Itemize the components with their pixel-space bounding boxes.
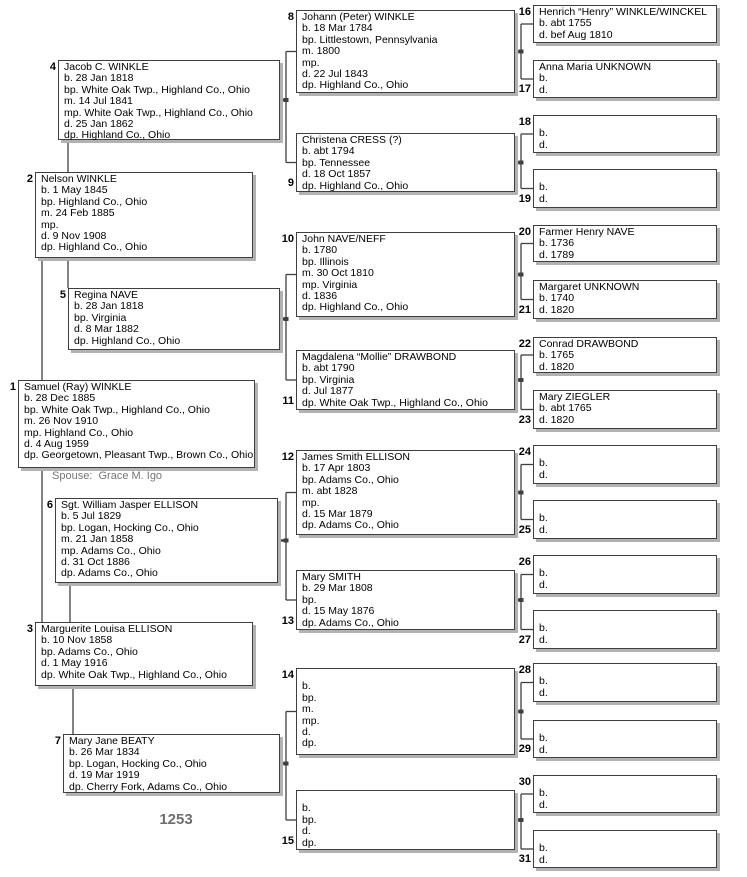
ahnentafel-number-10: 10 [281, 233, 294, 245]
person-detail-line: d. 19 Mar 1919 [69, 769, 140, 782]
person-detail-line: b. 1 May 1845 [41, 184, 108, 197]
person-name [302, 670, 512, 681]
ahnentafel-number-4: 4 [49, 61, 56, 73]
ahnentafel-number-22: 22 [518, 338, 531, 350]
person-detail-line: bp. White Oak Twp., Highland Co., Ohio [24, 403, 210, 416]
person-name: Magdalena “Mollie” DRAWBOND [302, 351, 457, 363]
person-detail-line: b. [539, 622, 548, 635]
person-detail-line: b. 17 Apr 1803 [302, 462, 371, 475]
person-detail-line: mp. Adams Co., Ohio [61, 544, 161, 557]
person-box-12 [281, 450, 515, 535]
person-detail-line: b. [539, 457, 548, 470]
person-box-17 [518, 60, 717, 98]
person-detail-line: b. 1740 [539, 292, 575, 305]
person-name: Jacob C. WINKLE [64, 61, 149, 73]
ahnentafel-number-2: 2 [26, 173, 33, 185]
person-box-27 [518, 610, 717, 649]
person-detail-line: mp. Highland Co., Ohio [24, 426, 134, 439]
person-name [302, 792, 512, 803]
person-box-6 [46, 498, 278, 583]
person-detail-line: d. 1789 [539, 248, 575, 261]
person-detail-line: bp. [302, 593, 317, 606]
person-name [539, 557, 714, 568]
person-detail-line: bp. Virginia [302, 373, 355, 386]
person-box-28 [518, 663, 717, 702]
person-detail-line: d. 1820 [539, 360, 575, 373]
ahnentafel-number-5: 5 [59, 289, 66, 301]
ahnentafel-number-29: 29 [518, 742, 531, 755]
person-detail-line: b. abt 1755 [539, 17, 592, 30]
ahnentafel-number-8: 8 [287, 11, 294, 23]
person-detail-line: b. [539, 72, 548, 85]
person-box-15 [281, 790, 515, 850]
person-detail-line: bp. White Oak Twp., Highland Co., Ohio [64, 83, 250, 96]
person-detail-line: b. 28 Dec 1885 [24, 392, 96, 405]
ahnentafel-number-23: 23 [518, 413, 531, 426]
ahnentafel-number-13: 13 [281, 614, 294, 627]
person-detail-line: d. [539, 468, 548, 481]
person-detail-line: d. 22 Jul 1843 [302, 68, 368, 81]
ahnentafel-number-26: 26 [518, 556, 531, 568]
person-name: Nelson WINKLE [41, 173, 117, 185]
person-detail-line: m. 21 Jan 1858 [61, 533, 134, 546]
ahnentafel-number-28: 28 [518, 664, 531, 676]
person-detail-line: bp. Adams Co., Ohio [302, 473, 399, 486]
ahnentafel-number-17: 17 [518, 82, 531, 95]
person-name: Mary ZIEGLER [539, 391, 611, 403]
person-detail-line: dp. Highland Co., Ohio [41, 241, 148, 254]
person-detail-line: bp. Illinois [302, 255, 349, 268]
person-detail-line: bp. Logan, Hocking Co., Ohio [69, 757, 207, 770]
person-detail-line: bp. [302, 813, 317, 826]
person-detail-line: b. [539, 181, 548, 194]
person-detail-line: b. 26 Mar 1834 [69, 746, 140, 759]
person-box-23 [518, 390, 717, 429]
ahnentafel-number-16: 16 [518, 6, 531, 18]
person-name: Regina NAVE [74, 289, 139, 301]
person-detail-line: d. [539, 192, 548, 205]
person-detail-line: m. 1800 [302, 45, 340, 58]
person-detail-line: d. 15 Mar 1879 [302, 508, 373, 521]
spouse-note: Spouse: Grace M. Igo [52, 470, 163, 482]
person-box-19 [518, 169, 717, 208]
person-detail-line: d. [539, 138, 548, 151]
ahnentafel-number-21: 21 [518, 303, 531, 316]
person-detail-line: dp. Cherry Fork, Adams Co., Ohio [69, 780, 228, 793]
person-detail-line: b. 5 Jul 1829 [61, 510, 122, 523]
person-box-10 [281, 232, 515, 317]
person-name: Sgt. William Jasper ELLISON [61, 499, 199, 511]
ahnentafel-number-6: 6 [46, 499, 53, 511]
person-detail-line: mp. Virginia [302, 278, 358, 291]
ahnentafel-number-18: 18 [518, 116, 531, 128]
person-detail-line: b. [539, 512, 548, 525]
person-detail-line: bp. Adams Co., Ohio [41, 645, 138, 658]
person-box-18 [518, 115, 717, 153]
person-name [539, 171, 714, 182]
person-detail-line: b. 28 Jan 1818 [74, 300, 144, 313]
person-detail-line: d. 1820 [539, 413, 575, 426]
person-box-22 [518, 337, 717, 373]
person-detail-line: bp. Highland Co., Ohio [41, 195, 148, 208]
person-box-11 [282, 350, 515, 410]
person-box-30 [518, 775, 717, 813]
person-name: Mary Jane BEATY [69, 735, 155, 747]
person-name: Marguerite Louisa ELLISON [41, 623, 173, 635]
ahnentafel-number-27: 27 [518, 633, 531, 646]
person-detail-line: b. [302, 802, 311, 815]
person-detail-line: m. 26 Nov 1910 [24, 415, 99, 428]
ahnentafel-number-12: 12 [281, 451, 294, 463]
person-detail-line: d. 15 May 1876 [302, 605, 375, 618]
person-detail-line: m. 24 Feb 1885 [41, 207, 115, 220]
person-detail-line: b. [539, 567, 548, 580]
person-detail-line: m. abt 1828 [302, 485, 358, 498]
person-name [539, 447, 714, 458]
ahnentafel-number-19: 19 [518, 192, 531, 205]
person-detail-line: dp. White Oak Twp., Highland Co., Ohio [302, 396, 488, 409]
person-detail-line: dp. Highland Co., Ohio [302, 301, 409, 314]
person-detail-line: dp. [302, 836, 317, 849]
person-detail-line: b. 18 Mar 1784 [302, 22, 373, 35]
person-detail-line: bp. [302, 691, 317, 704]
person-box-2 [26, 172, 253, 258]
person-detail-line: b. 10 Nov 1858 [41, 634, 113, 647]
person-detail-line: dp. Highland Co., Ohio [302, 79, 409, 92]
person-detail-line: d. [302, 726, 311, 739]
ahnentafel-number-3: 3 [26, 623, 33, 635]
person-name [539, 117, 714, 128]
person-detail-line: d. [302, 825, 311, 838]
person-detail-line: b. abt 1765 [539, 402, 592, 415]
person-detail-line: d. 1820 [539, 303, 575, 316]
person-name: John NAVE/NEFF [302, 233, 386, 245]
person-box-16 [518, 5, 717, 43]
person-detail-line: dp. Georgetown, Pleasant Twp., Brown Co., Ohio [24, 449, 254, 462]
ahnentafel-number-9: 9 [287, 176, 294, 189]
person-detail-line: bp. Littlestown, Pennsylvania [302, 33, 438, 46]
person-name: Mary SMITH [302, 571, 361, 583]
person-detail-line: d. 9 Nov 1908 [41, 230, 107, 243]
person-detail-line: d. [539, 578, 548, 591]
person-detail-line: d. [539, 523, 548, 536]
person-box-4 [49, 60, 280, 142]
person-box-26 [518, 555, 717, 594]
person-detail-line: b. 1765 [539, 349, 575, 362]
person-detail-line: b. abt 1794 [302, 145, 355, 158]
person-detail-line: d. 1836 [302, 290, 338, 303]
person-detail-line: d. 25 Jan 1862 [64, 118, 134, 131]
person-detail-line: mp. White Oak Twp., Highland Co., Ohio [64, 106, 253, 119]
person-detail-line: bp. Virginia [74, 311, 127, 324]
person-detail-line: mp. [41, 218, 59, 231]
person-detail-line: d. [539, 633, 548, 646]
ahnentafel-number-7: 7 [54, 735, 61, 747]
person-detail-line: d. 18 Oct 1857 [302, 168, 371, 181]
person-detail-line: dp. Adams Co., Ohio [302, 616, 399, 629]
person-box-21 [518, 280, 717, 319]
ahnentafel-number-11: 11 [282, 394, 294, 407]
person-name [539, 832, 714, 843]
person-detail-line: dp. Adams Co., Ohio [61, 567, 158, 580]
person-detail-line: mp. [302, 714, 320, 727]
person-name: Anna Maria UNKNOWN [539, 61, 652, 73]
person-detail-line: d. 4 Aug 1959 [24, 438, 89, 451]
person-box-29 [518, 720, 717, 758]
person-detail-line: b. [539, 675, 548, 688]
person-detail-line: b. [539, 127, 548, 140]
person-box-5 [59, 288, 280, 350]
person-detail-line: b. [302, 680, 311, 693]
person-detail-line: dp. Highland Co., Ohio [74, 334, 181, 347]
person-detail-line: d. 8 Mar 1882 [74, 323, 139, 336]
person-box-7 [54, 734, 280, 793]
page-number: 1253 [159, 811, 193, 828]
person-name [539, 612, 714, 623]
person-detail-line: mp. [302, 56, 320, 69]
person-detail-line: dp. Adams Co., Ohio [302, 519, 399, 532]
person-detail-line: mp. [302, 496, 320, 509]
ahnentafel-number-15: 15 [281, 834, 294, 847]
person-name [539, 722, 714, 733]
person-detail-line: d. bef Aug 1810 [539, 28, 613, 41]
person-detail-line: b. 28 Jan 1818 [64, 72, 134, 85]
person-box-8 [287, 10, 515, 93]
person-detail-line: m. [302, 703, 314, 716]
person-name: Johann (Peter) WINKLE [302, 11, 415, 23]
person-detail-line: d. [539, 853, 548, 866]
person-box-3 [26, 622, 253, 686]
ahnentafel-number-14: 14 [281, 669, 294, 681]
person-detail-line: dp. Highland Co., Ohio [302, 179, 409, 192]
person-box-20 [518, 225, 717, 262]
person-name: Conrad DRAWBOND [539, 338, 639, 350]
person-detail-line: b. [539, 732, 548, 745]
person-name: Margaret UNKNOWN [539, 281, 640, 293]
ahnentafel-number-20: 20 [518, 226, 531, 238]
person-detail-line: d. [539, 798, 548, 811]
person-name: James Smith ELLISON [302, 451, 410, 463]
person-name: Farmer Henry NAVE [539, 226, 635, 238]
ahnentafel-number-1: 1 [9, 381, 16, 393]
ahnentafel-number-30: 30 [518, 776, 531, 788]
ahnentafel-number-24: 24 [518, 446, 531, 458]
ahnentafel-number-31: 31 [518, 852, 531, 865]
person-box-14 [281, 668, 515, 755]
person-detail-line: d. Jul 1877 [302, 385, 354, 398]
person-detail-line: d. [539, 83, 548, 96]
person-detail-line: dp. [302, 737, 317, 750]
person-name: Henrich “Henry” WINKLE/WINCKEL [539, 6, 708, 18]
person-detail-line: dp. White Oak Twp., Highland Co., Ohio [41, 668, 227, 681]
person-box-25 [518, 500, 717, 539]
person-detail-line: b. 29 Mar 1808 [302, 582, 373, 595]
person-box-1 [9, 380, 255, 468]
person-box-24 [518, 445, 717, 484]
person-detail-line: d. 31 Oct 1886 [61, 556, 130, 569]
person-name: Christena CRESS (?) [302, 134, 402, 146]
person-detail-line: bp. Tennessee [302, 156, 371, 169]
person-detail-line: b. abt 1790 [302, 362, 355, 375]
ahnentafel-number-25: 25 [518, 523, 531, 536]
person-detail-line: b. 1780 [302, 244, 338, 257]
person-detail-line: bp. Logan, Hocking Co., Ohio [61, 521, 199, 534]
person-detail-line: b. 1736 [539, 237, 575, 250]
person-detail-line: m. 30 Oct 1810 [302, 267, 374, 280]
person-detail-line: m. 14 Jul 1841 [64, 95, 133, 108]
person-detail-line: d. [539, 743, 548, 756]
person-name [539, 777, 714, 788]
person-name [539, 665, 714, 676]
person-box-13 [281, 570, 515, 630]
person-detail-line: d. [539, 686, 548, 699]
person-detail-line: b. [539, 787, 548, 800]
person-name [539, 502, 714, 513]
person-box-31 [518, 830, 717, 868]
person-name: Samuel (Ray) WINKLE [24, 381, 132, 393]
person-box-9 [287, 133, 515, 192]
person-detail-line: dp. Highland Co., Ohio [64, 129, 171, 142]
person-detail-line: d. 1 May 1916 [41, 657, 108, 670]
person-detail-line: b. [539, 842, 548, 855]
